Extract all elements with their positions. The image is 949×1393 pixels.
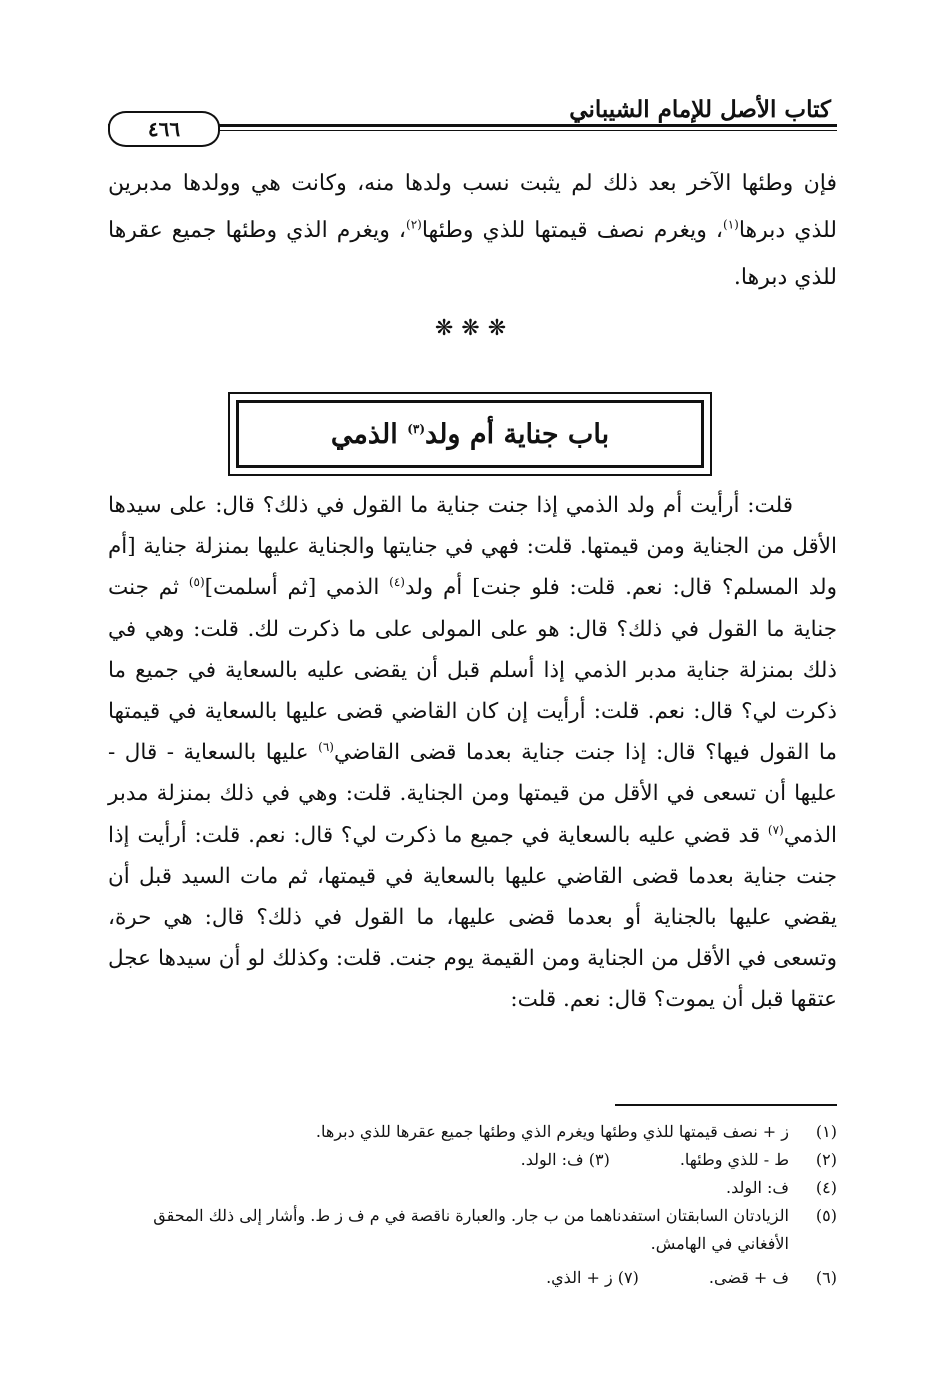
footnote-text-pair: [108, 1264, 789, 1292]
paragraph-text: ، ويغرم الذي وطئها جميع عقرها للذي دبرها.: [108, 218, 837, 290]
footnote-text: الزيادتان السابقتان استفدناهما من ب جار. والعبارة ناقصة في م ف ز ط. وأشار إلى ذلك المحقق الأفغاني في الهامش.: [153, 1206, 789, 1253]
footnote-text-pair: [108, 1146, 789, 1174]
paragraph-text: قلت: أرأيت أم ولد الذمي إذا جنت جناية ما القول في ذلك؟ قال: على سيدها الأقل من الجناية ومن قيمتها. قلت: فهي في جنايتها والجناية عليها بمنزلة جناية [أم ولد المسلم؟ قال: نعم. قلت: فلو جنت] أم ولد: [108, 493, 837, 601]
paragraph-text: عليها بالسعاية - قال - عليها أن تسعى في الأقل من قيمتها ومن الجناية. قلت: وهي في ذلك بمنزلة مدبر الذمي: [108, 740, 837, 848]
chapter-title-inner-frame: [236, 400, 704, 468]
paragraph-text: ثم جنت جناية ما القول في ذلك؟ قال: هو على المولى على ما ذكرت لك. قلت: وهي في ذلك بمنزلة جناية مدبر الذمي إذا أسلم قبل أن يقضى عليه بالسعاية في جميع ما ذكرت لي؟ قال: نعم. قلت: أرأيت إن كان القاضي قضى عليها بالسعاية في قيمتها ما القول فيها؟ قال: إذا جنت جناية بعدما قضى القاضي: [108, 575, 837, 766]
footnote-number: (١): [815, 1122, 837, 1141]
footnote-ref-1: (١): [723, 217, 739, 232]
paragraph-text: قد قضي عليه بالسعاية في جميع ما ذكرت لي؟ قال: نعم. قلت: أرأيت إذا جنت جناية بعدما قضى القاضي عليها بالسعاية في قيمتها، ثم مات السيد قبل أن يقضي عليها بالجناية أو بعدما قضى عليها، ما القول في ذلك؟ قال: هي حرة، وتسعى في الأقل من الجناية ومن القيمة يوم جنت. قلت: وكذلك لو أن سيدها عجل عتقها قبل أن يموت؟ قال: نعم. قلت:: [108, 822, 837, 1013]
chapter-title-text: باب جناية أم ولد: [425, 418, 610, 450]
footnote-text: ز + الذي.: [546, 1268, 613, 1287]
page-number-text: ٤٦٦: [147, 117, 181, 141]
chapter-title-frame: [228, 392, 712, 476]
footnote-text: ف: الولد.: [725, 1178, 789, 1197]
footnote-text: ف + قضى.: [708, 1268, 789, 1287]
footnote-item: [108, 1146, 837, 1174]
opening-paragraph: [108, 160, 837, 301]
footnote-number: (٧): [617, 1268, 639, 1287]
paragraph-text: ، ويغرم نصف قيمتها للذي وطئها: [421, 218, 723, 243]
footnote-text: ط - للذي وطئها.: [679, 1150, 789, 1169]
footnote-ref-7: (٧): [767, 822, 784, 837]
main-paragraph: [108, 485, 837, 1021]
footnote-ref-6: (٦): [318, 740, 334, 755]
footnote-ref-5: (٥): [188, 575, 205, 590]
paragraph-text: الذمي [ثم أسلمت]: [204, 575, 390, 601]
page-number: [108, 111, 220, 147]
footnote-item: [108, 1202, 837, 1258]
footnote-item: [108, 1174, 837, 1202]
footnote-ref-3: (٣): [407, 421, 426, 436]
footnote-number: (٦): [815, 1268, 837, 1287]
footnote-number: (٥): [815, 1206, 837, 1225]
footnote-number: (٢): [815, 1150, 837, 1169]
section-separator: ❋❋❋: [434, 316, 515, 341]
running-header-title: كتاب الأصل للإمام الشيباني: [569, 96, 831, 123]
chapter-title: [331, 419, 609, 450]
footnote-separator-rule: [615, 1104, 837, 1106]
footnote-number: (٤): [815, 1178, 837, 1197]
footnote-ref-4: (٤): [389, 575, 405, 590]
footnote-text: ز + نصف قيمتها للذي وطئها ويغرم الذي وطئها جميع عقرها للذي دبرها.: [315, 1122, 789, 1141]
paragraph-text: فإن وطئها الآخر بعد ذلك لم يثبت نسب ولدها منه، وكانت هي وولدها مدبرين للذي دبرها: [108, 171, 837, 243]
chapter-title-text: الذمي: [330, 418, 408, 450]
footnote-ref-2: (٢): [406, 217, 422, 232]
footnotes: [108, 1118, 837, 1292]
footnote-item: [108, 1118, 837, 1146]
footnote-number: (٣): [588, 1150, 610, 1169]
footnote-text: ف: الولد.: [520, 1150, 584, 1169]
footnote-item: [108, 1264, 837, 1292]
